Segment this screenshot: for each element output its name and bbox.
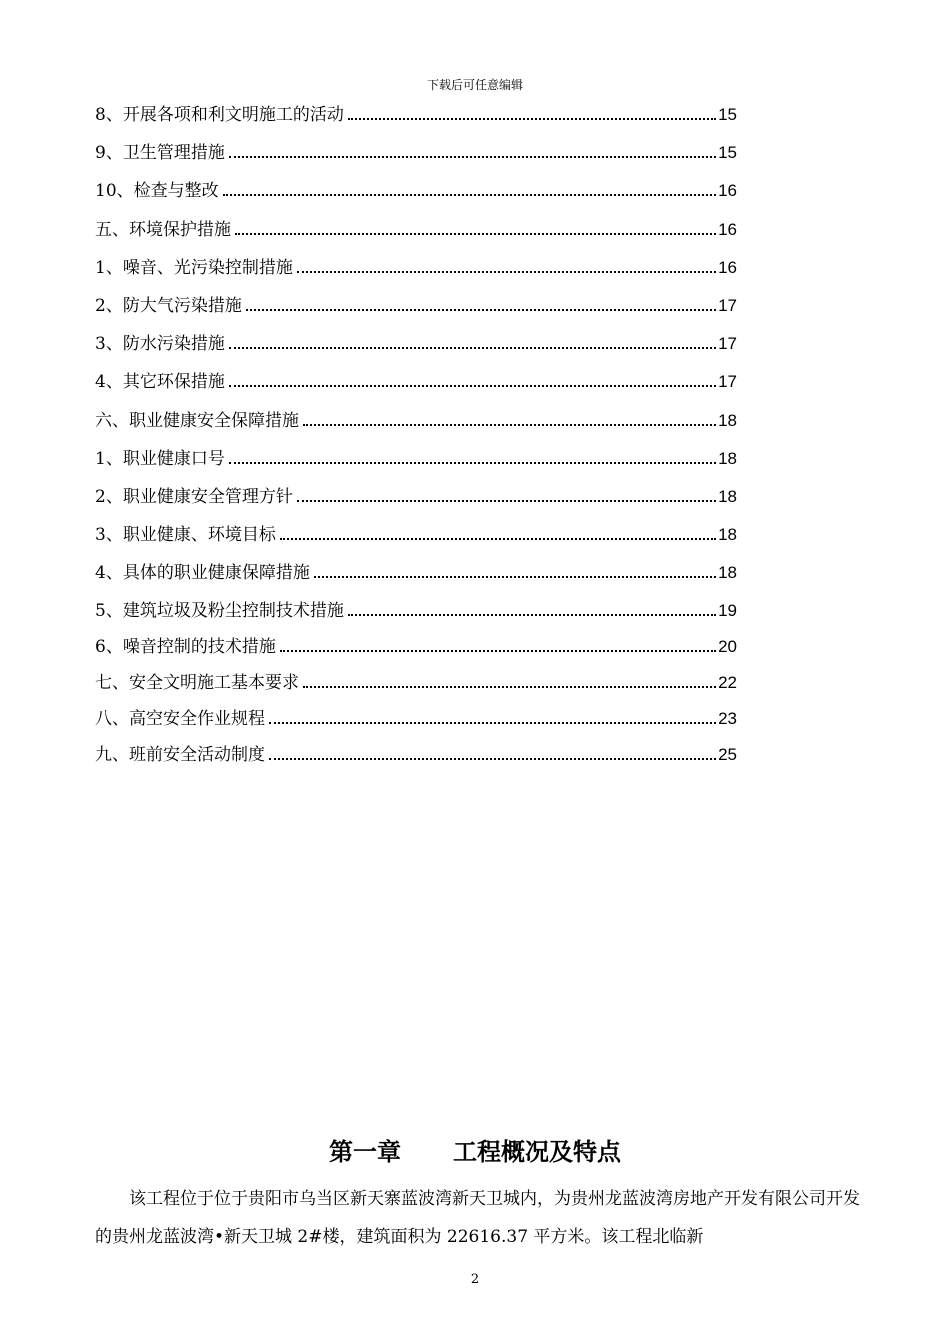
- toc-entry-page: 25: [718, 745, 737, 765]
- toc-leader-dots: [348, 117, 716, 120]
- page-header-note: 下载后可任意编辑: [426, 78, 523, 92]
- toc-leader-dots: [235, 232, 716, 235]
- toc-entry-page: 17: [718, 372, 737, 392]
- toc-entry-label: 九、班前安全活动制度: [95, 745, 265, 766]
- toc-leader-dots: [269, 757, 716, 760]
- toc-leader-dots: [269, 721, 716, 724]
- toc-entry: [95, 596, 737, 632]
- toc-leader-dots: [348, 613, 716, 616]
- toc-entry: [95, 740, 737, 776]
- toc-leader-dots: [229, 155, 716, 158]
- toc-entry-page: 15: [718, 143, 737, 163]
- toc-leader-dots: [229, 346, 716, 349]
- chapter-number: 第一章: [329, 1139, 401, 1166]
- toc-leader-dots: [223, 193, 716, 196]
- toc-entry: [95, 520, 737, 558]
- toc-leader-dots: [229, 461, 716, 464]
- toc-entry: [95, 329, 737, 367]
- chapter-heading: [0, 1132, 950, 1167]
- toc-entry-page: 18: [718, 563, 737, 583]
- toc-entry-label: 3、职业健康、环境目标: [95, 525, 276, 546]
- toc-leader-dots: [280, 649, 716, 652]
- toc-entry: [95, 138, 737, 176]
- toc-leader-dots: [297, 499, 716, 502]
- toc-leader-dots: [303, 685, 716, 688]
- toc-leader-dots: [314, 575, 716, 578]
- toc-entry-page: 17: [718, 334, 737, 354]
- toc-entry-label: 2、防大气污染措施: [95, 295, 242, 316]
- toc-entry: [95, 367, 737, 405]
- toc-entry-page: 18: [718, 525, 737, 545]
- toc-entry-page: 19: [718, 601, 737, 621]
- body-paragraph: 该工程位于位于贵阳市乌当区新天寨蓝波湾新天卫城内，为贵州龙蓝波湾房地产开发有限公司开发的贵州龙蓝波湾•新天卫城 2#楼，建筑面积为 22616.37 平方米。该工程北临新: [95, 1189, 860, 1247]
- toc-entry-label: 1、噪音、光污染控制措施: [95, 257, 293, 278]
- toc-leader-dots: [229, 384, 716, 387]
- toc-entry-label: 3、防水污染措施: [95, 334, 225, 355]
- toc-entry: [95, 482, 737, 520]
- toc-entry-label: 七、安全文明施工基本要求: [95, 673, 299, 694]
- toc-entry: [95, 558, 737, 596]
- toc-entry-page: 17: [718, 295, 737, 315]
- toc-entry-label: 8、开展各项和利文明施工的活动: [95, 105, 344, 125]
- table-of-contents: [95, 100, 737, 776]
- toc-entry: [95, 253, 737, 291]
- toc-entry-label: 10、检查与整改: [95, 181, 219, 202]
- toc-entry-page: 20: [718, 637, 737, 657]
- toc-entry-page: 15: [718, 105, 737, 124]
- chapter-title: 工程概况及特点: [453, 1139, 621, 1166]
- toc-entry-label: 五、环境保护措施: [95, 219, 231, 240]
- toc-entry: [95, 444, 737, 482]
- toc-entry: [95, 215, 737, 253]
- toc-entry: [95, 704, 737, 740]
- toc-entry: [95, 668, 737, 704]
- toc-entry: [95, 291, 737, 329]
- toc-entry: [95, 100, 737, 138]
- toc-entry-label: 5、建筑垃圾及粉尘控制技术措施: [95, 601, 344, 622]
- toc-entry-label: 八、高空安全作业规程: [95, 709, 265, 730]
- toc-entry-page: 18: [718, 486, 737, 506]
- toc-entry-page: 18: [718, 410, 737, 430]
- toc-entry-label: 4、具体的职业健康保障措施: [95, 563, 310, 584]
- toc-entry-label: 9、卫生管理措施: [95, 143, 225, 164]
- toc-entry-label: 2、职业健康安全管理方针: [95, 486, 293, 507]
- toc-entry-page: 16: [718, 181, 737, 201]
- toc-entry: [95, 176, 737, 214]
- toc-entry: [95, 406, 737, 444]
- toc-entry-page: 22: [718, 673, 737, 693]
- toc-entry-label: 1、职业健康口号: [95, 448, 225, 469]
- toc-entry-page: 16: [718, 257, 737, 277]
- toc-entry: [95, 632, 737, 668]
- toc-entry-page: 23: [718, 709, 737, 729]
- toc-entry-label: 六、职业健康安全保障措施: [95, 410, 299, 431]
- toc-entry-label: 6、噪音控制的技术措施: [95, 637, 276, 658]
- toc-leader-dots: [280, 537, 716, 540]
- toc-leader-dots: [297, 270, 716, 273]
- toc-entry-label: 4、其它环保措施: [95, 372, 225, 393]
- toc-leader-dots: [303, 423, 716, 426]
- page-number: 2: [470, 1272, 480, 1287]
- toc-entry-page: 18: [718, 448, 737, 468]
- toc-entry-page: 16: [718, 219, 737, 239]
- toc-leader-dots: [246, 308, 716, 311]
